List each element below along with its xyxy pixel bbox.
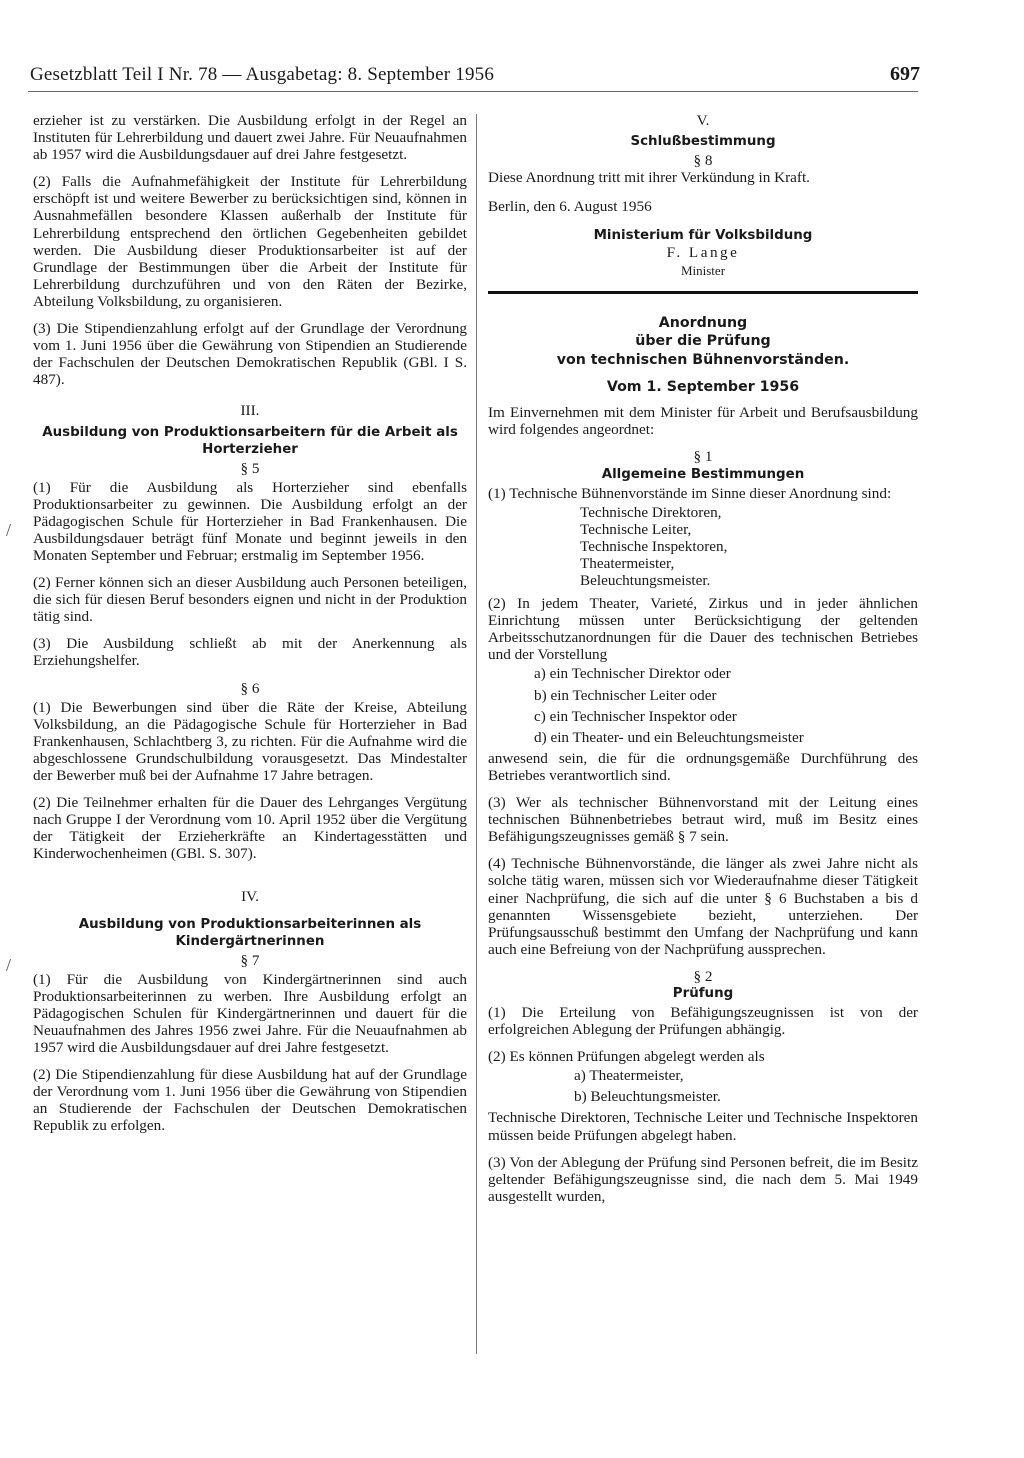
- paragraph: Im Einvernehmen mit dem Minister für Arbeit und Berufsausbildung wird folgendes angeordnet:: [488, 404, 918, 439]
- margin-mark: /: [6, 520, 12, 540]
- paragraph-sign: § 2: [693, 967, 713, 985]
- document-title-line: von technischen Bühnenvorständen.: [556, 351, 850, 368]
- paragraph-sign: § 5: [240, 459, 260, 477]
- ministry-name: Ministerium für Volksbildung: [593, 228, 813, 244]
- paragraph-sign: § 6: [240, 679, 260, 697]
- page-number: 697: [890, 63, 920, 85]
- paragraph-sign: § 1: [693, 448, 713, 466]
- exam-type-list: [488, 1067, 918, 1105]
- list-item: Theatermeister,: [580, 554, 675, 572]
- paragraph: (1) Die Erteilung von Befähigungszeugnissen ist von der erfolgreichen Ablegung der Prüfungen abhängig.: [488, 1003, 918, 1039]
- paragraph: (1) Für die Ausbildung von Kindergärtnerinnen sind auch Produktionsarbeiterinnen zu werben. Ihre Ausbildung erfolgt an Pädagogischen Schulen für Kindergärtnerinnen und dauert für die Neuaufnahmen des Jahres 1956 zwei Jahre. Für die Neuaufnahmen ab 1957 wird die Ausbildungsdauer auf drei Jahre festgesetzt.: [33, 970, 467, 1057]
- header-rule: [28, 91, 918, 92]
- paragraph: Technische Direktoren, Technische Leiter und Technische Inspektoren müssen beide Prüfungen abgelegt haben.: [488, 1109, 918, 1144]
- header-title: Gesetzblatt Teil I Nr. 78 — Ausgabetag: 8. September 1956: [30, 64, 495, 85]
- section-number: V.: [696, 112, 710, 129]
- paragraph: (2) Ferner können sich an dieser Ausbildung auch Personen beteiligen, die sich für diesen Beruf besonders eignen und nicht in der Produktion tätig sind.: [33, 574, 467, 626]
- signer-role: Minister: [680, 262, 726, 278]
- paragraph: Diese Anordnung tritt mit ihrer Verkündung in Kraft.: [488, 169, 810, 187]
- list-item: a) Theatermeister,: [574, 1067, 684, 1085]
- list-item: Beleuchtungsmeister.: [580, 572, 711, 589]
- paragraph: (1) Technische Bühnenvorstände im Sinne dieser Anordnung sind:: [488, 484, 892, 502]
- list-item: b) ein Technischer Leiter oder: [534, 686, 717, 704]
- paragraph: (1) Die Bewerbungen sind über die Räte der Kreise, Abteilung Volksbildung, an die Pädagogische Schule für Horterzieher in Bad Frankenhausen, Schlachtberg 3, zu richten. Für die Aufnahme wird die abgeschlossene Grundschulbildung vorausgesetzt. Das Mindestalter der Bewerber muß bei der Aufnahme 17 Jahre betragen.: [33, 698, 467, 784]
- left-column: [33, 112, 467, 1145]
- list-item: c) ein Technischer Inspektor oder: [534, 707, 737, 725]
- list-item: Technische Leiter,: [580, 520, 692, 538]
- section-rule: [488, 291, 918, 294]
- list-item: Technische Inspektoren,: [580, 537, 728, 555]
- paragraph: erzieher ist zu verstärken. Die Ausbildung erfolgt in der Regel an Instituten für Lehrerbildung und dauert zwei Jahre. Für Neuaufnahmen ab 1957 wird die Ausbildungsdauer auf drei Jahre festgesetzt.: [33, 112, 467, 164]
- signer-name: F. Lange: [666, 244, 740, 262]
- section-heading: Schlußbestimmung: [630, 134, 776, 150]
- section-heading: Ausbildung von Produktionsarbeiterinnen als Kindergärtnerinnen: [78, 916, 422, 949]
- paragraph: (3) Die Ausbildung schließt ab mit der Anerkennung als Erziehungshelfer.: [33, 635, 467, 670]
- paragraph: (2) In jedem Theater, Varieté, Zirkus und in jeder ähnlichen Einrichtung müssen unter Berücksichtigung der geltenden Arbeitsschutzanordnungen für die Dauer des technischen Betriebes und der Vorstellung: [488, 595, 918, 664]
- document-title-line: Anordnung: [658, 314, 748, 331]
- paragraph: (3) Wer als technischer Bühnenvorstand mit der Leitung eines technischen Bühnenbetriebes betraut wird, muß im Besitz eines Befähigungszeugnisses gemäß § 7 sein.: [488, 794, 918, 846]
- paragraph: (1) Für die Ausbildung als Horterzieher sind ebenfalls Produktionsarbeiter zu gewinnen. Die Ausbildung erfolgt an der Pädagogischen Schule für Horterzieher in Bad Frankenhausen. Die Ausbildungsdauer beträgt fünf Monate und beginnt jeweils in den Monaten September und Februar; erstmalig im September 1956.: [33, 478, 467, 564]
- paragraph: (2) Es können Prüfungen abgelegt werden als: [488, 1048, 765, 1066]
- place-date: Berlin, den 6. August 1956: [488, 198, 652, 216]
- paragraph-sign: § 7: [240, 951, 260, 969]
- paragraph: (2) Falls die Aufnahmefähigkeit der Institute für Lehrerbildung erschöpft ist und weitere Bewerber zu berücksichtigen sind, können in Ausnahmefällen besondere Klassen außerhalb der Institute für Lehrerbildung entsprechend den örtlichen Gegebenheiten gebildet werden. Die Ausbildung dieser Produktionsarbeiter ist auf der Grundlage der Bestimmungen über die Arbeit der Institute für Lehrerbildung durchzuführen und von den Räten der Bezirke, Abteilung Volksbildung, zu organisieren.: [33, 173, 467, 310]
- paragraph: (4) Technische Bühnenvorstände, die länger als zwei Jahre nicht als solche tätig waren, müssen sich vor Wiederaufnahme dieser Tätigkeit einer Nachprüfung, die sich auf die unter § 6 Buchstaben a bis d genannten Wissensgebiete bezieht, unterziehen. Der Prüfungsausschuß bestimmt den Umfang der Nachprüfung und kann auch eine Befreiung von der Nachprüfung aussprechen.: [488, 855, 918, 958]
- right-column: [488, 112, 918, 1215]
- margin-mark: /: [6, 955, 12, 975]
- paragraph: (3) Von der Ablegung der Prüfung sind Personen befreit, die im Besitz geltender Befähigungszeugnisse sind, die nach dem 5. Mai 1949 ausgestellt wurden,: [488, 1153, 918, 1205]
- list-item: a) ein Technischer Direktor oder: [534, 665, 731, 683]
- document-title-line: über die Prüfung: [635, 333, 771, 350]
- paragraph: (2) Die Teilnehmer erhalten für die Dauer des Lehrganges Vergütung nach Gruppe I der Verordnung vom 10. April 1952 über die Vergütung der Tätigkeit der Erzieherkräfte an Kindertagesstätten und Kinderwochenheimen (GBl. S. 307).: [33, 794, 467, 863]
- role-list: [488, 504, 918, 589]
- section-number: IV.: [241, 888, 259, 906]
- paragraph: (2) Die Stipendienzahlung für diese Ausbildung hat auf der Grundlage der Verordnung vom 1. Juni 1956 über die Gewährung von Stipendien an Studierende der Fachschulen der Deutschen Demokratischen Republik zu erfolgen.: [33, 1066, 467, 1135]
- paragraph: (3) Die Stipendienzahlung erfolgt auf der Grundlage der Verordnung vom 1. Juni 1956 über die Gewährung von Stipendien an Studierende der Fachschulen der Deutschen Demokratischen Republik (GBl. I S. 487).: [33, 320, 467, 389]
- page-header: [30, 64, 920, 94]
- section-heading: Allgemeine Bestimmungen: [601, 466, 805, 482]
- column-divider: [476, 114, 477, 1354]
- paragraph: anwesend sein, die für die ordnungsgemäße Durchführung des Betriebes verantwortlich sind.: [488, 749, 918, 784]
- document-date: Vom 1. September 1956: [606, 379, 800, 396]
- alternatives-list: [488, 665, 918, 745]
- list-item: d) ein Theater- und ein Beleuchtungsmeister: [534, 728, 804, 746]
- section-heading: Ausbildung von Produktionsarbeitern für die Arbeit als Horterzieher: [42, 424, 458, 457]
- list-item: Technische Direktoren,: [580, 503, 722, 521]
- list-item: b) Beleuchtungsmeister.: [574, 1088, 721, 1106]
- section-number: III.: [240, 402, 260, 420]
- section-heading: Prüfung: [672, 985, 734, 1001]
- paragraph-sign: § 8: [693, 152, 713, 170]
